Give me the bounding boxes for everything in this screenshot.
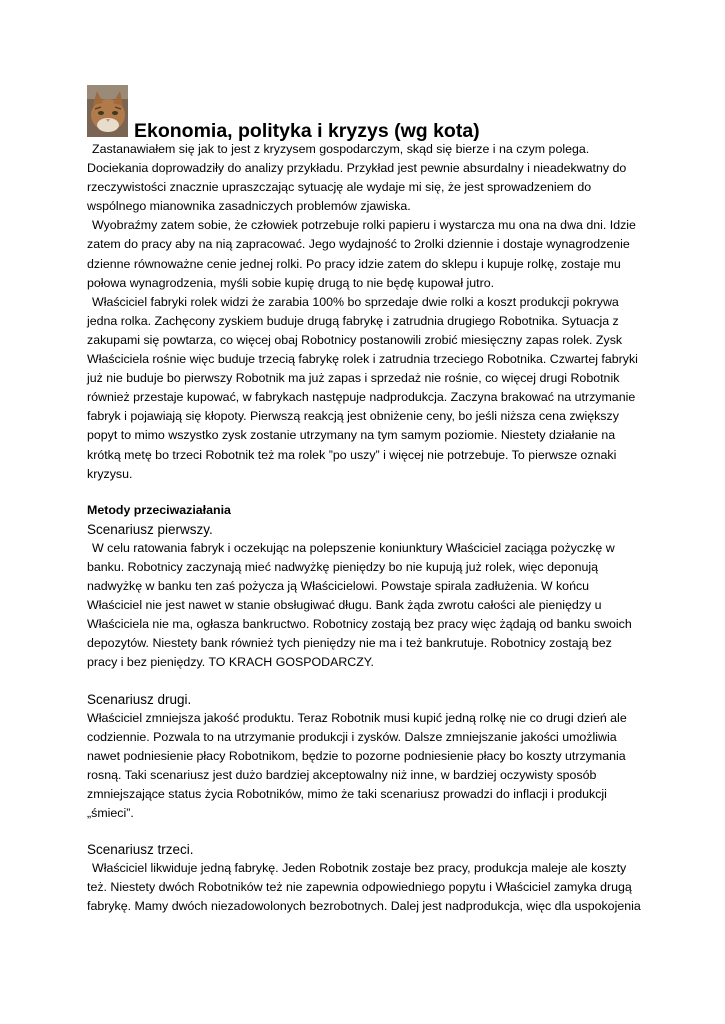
scenario-1-text: W celu ratowania fabryk i oczekując na polepszenie koniunktury Właściciel zaciąga pożyczkę w banku. Robotnicy zaczynają mieć nadwyżkę pieniędzy bo nie kupują już rolek, więc deponują nadwyżkę w banku ten zaś pożycza ją Właścicielowi. Powstaje spirala zadłużenia. W końcu Właściciel nie jest nawet w stanie obsługiwać długu. Bank żąda zwrotu całości ale pieniędzy u Właściciela nie ma, ogłasza bankructwo. Robotnicy zostają bez pracy więc żądają od banku swoich depozytów. Niestety bank również tych pieniędzy nie ma i też bankrutuje. Robotnicy zostają bez pracy i bez pieniędzy. TO KRACH GOSPODARCZY. bbox=[87, 540, 632, 670]
intro-paragraph-2: Wyobraźmy zatem sobie, że człowiek potrzebuje rolki papieru i wystarcza mu ona na dwa dni. Idzie zatem do pracy aby na nią zapracować. Jego wydajność to 2rolki dziennie i dostaje wynagrodzenie dzienne równoważne cenie jednej rolki. Po pracy idzie zatem do sklepu i kupuje rolkę, zostaje mu połowa wynagrodzenia, myśli sobie kupię drugą to nie będę kupował jutro. bbox=[87, 218, 636, 290]
document-title: Ekonomia, polityka i kryzys (wg kota) bbox=[134, 120, 480, 142]
intro-paragraph-1: Zastanawiałem się jak to jest z kryzysem gospodarczym, skąd się bierze i na czym polega. Dociekania doprowadziły do analizy przykładu. Przykład jest pewnie absurdalny i nieadekwatny do rzeczywistości znacznie upraszczając sytuację ale wydaje mi się, że jest sprowadzeniem do wspólnego mianownika zasadniczych problemów zjawiska. bbox=[87, 142, 627, 214]
section-heading: Metody przeciwaziałania bbox=[87, 502, 231, 517]
scenario-3-text: Właściciel likwiduje jedną fabrykę. Jeden Robotnik zostaje bez pracy, produkcja maleje ale koszty też. Niestety dwóch Robotników też nie zapewnia odpowiedniego popytu i Właściciel zamyka drugą fabrykę. Mamy dwóch niezadowolonych bezrobotnych. Dalej jest nadprodukcja, więc dla uspokojenia bbox=[87, 861, 641, 914]
scenario-2-heading: Scenariusz drugi. bbox=[87, 691, 192, 707]
scenario-3-heading: Scenariusz trzeci. bbox=[87, 842, 194, 858]
intro-paragraph-3: Właściciel fabryki rolek widzi że zarabia 100% bo sprzedaje dwie rolki a koszt produkcji pokrywa jedna rolka. Zachęcony zyskiem buduje drugą fabrykę i zatrudnia drugiego Robotnika. Sytuacja z zakupami się powtarza, co więcej obaj Robotnicy postanowili zrobić miesięczny zapas rolek. Zysk Właściciela rośnie więc buduje trzecią fabrykę rolek i zatrudnia trzeciego Robotnika. Czwartej fabryki już nie buduje bo pierwszy Robotnik ma już zapas i sprzedaż nie rośnie, co więcej drugi Robotnik również przestaje kupować, w fabrykach następuje nadprodukcja. Zaczyna brakować na utrzymanie fabryk i pojawiają się kłopoty. Pierwszą reakcją jest obniżenie ceny, bo jeśli niższa cena zwiększy popyt to mimo wszystko zysk zostanie utrzymany na tym samym poziomie. Niestety działanie na krótką metę bo trzeci Robotnik też ma rolek ”po uszy” i więcej nie potrzebuje. To pierwsze oznaki kryzysu. bbox=[87, 294, 638, 481]
cat-photo bbox=[87, 85, 128, 137]
scenario-1-heading: Scenariusz pierwszy. bbox=[87, 521, 213, 537]
scenario-2-text: Właściciel zmniejsza jakość produktu. Teraz Robotnik musi kupić jedną rolkę nie co drugi dzień ale codziennie. Pozwala to na utrzymanie produkcji i zysków. Dalsze zmniejszanie jakości umożliwia nawet podniesienie płacy Robotnikom, będzie to pozorne podniesienie płacy bo koszty utrzymania rosną. Taki scenariusz jest dużo bardziej akceptowalny niż inne, w bardziej oczywisty sposób zmniejszające status życia Robotników, mimo że taki scenariusz prowadzi do inflacji i produkcji „śmieci”. bbox=[87, 710, 627, 821]
document-page bbox=[87, 85, 642, 917]
title-row bbox=[87, 85, 642, 140]
